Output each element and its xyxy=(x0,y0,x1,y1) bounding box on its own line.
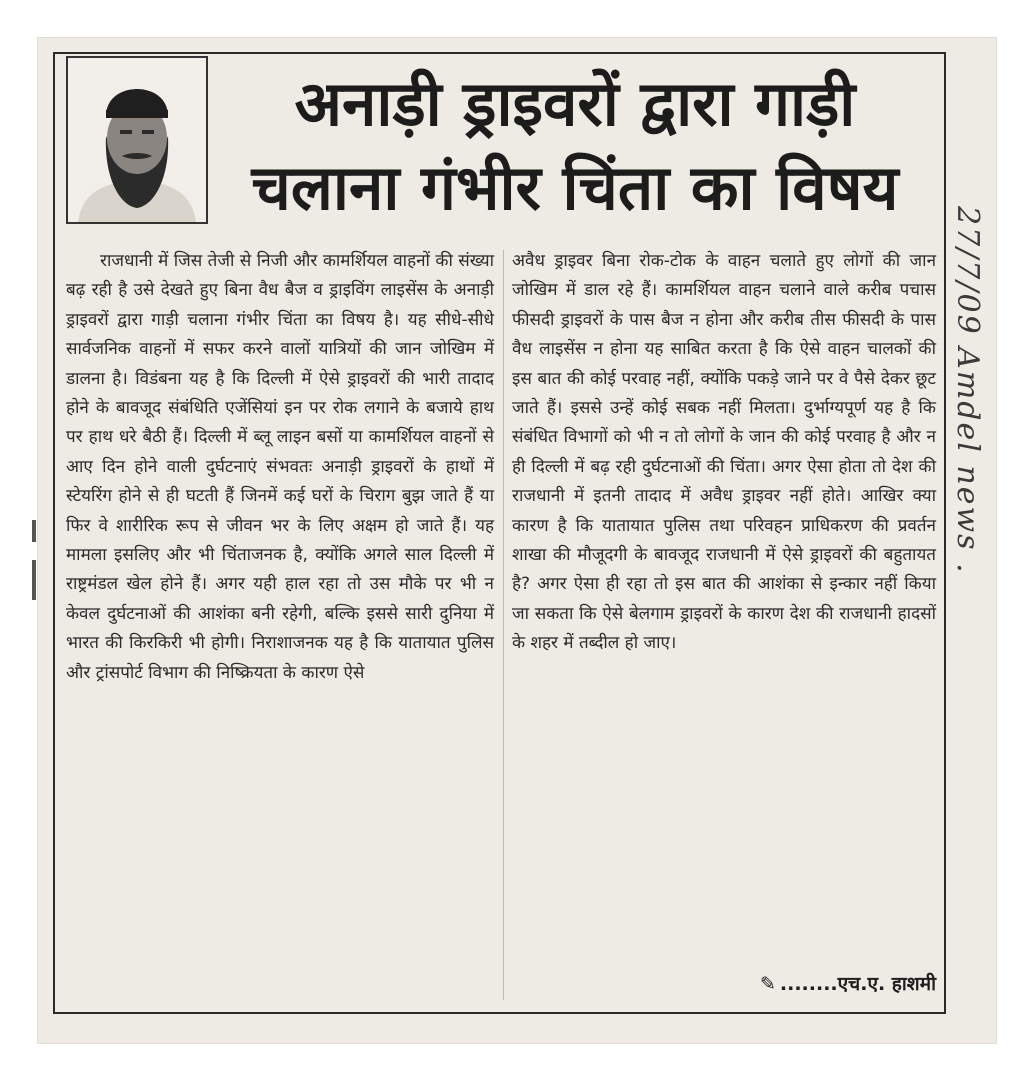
column-divider xyxy=(503,250,504,1000)
edge-mark xyxy=(32,520,36,542)
headline-line-1: अनाड़ी ड्राइवरों द्वारा गाड़ी xyxy=(294,67,856,140)
pen-icon: ✎ xyxy=(759,973,776,995)
author-photo-icon xyxy=(68,58,206,222)
article-right-column: अवैध ड्राइवर बिना रोक-टोक के वाहन चलाते हुए लोगों की जान जोखिम में डाल रहे हैं। कामर्शियल वाहन चलाने वाले करीब पचास फीसदी ड्राइवरों के पास बैज न होना और करीब तीस फीसदी के पास वैध लाइसेंस न होना यह साबित करता है कि ऐसे वाहन चालकों की इस बात की कोई परवाह नहीं, क्योंकि पकड़े जाने पर वे पैसे देकर छूट जाते हैं। इससे उन्हें कोई सबक नहीं मिलता। दुर्भाग्यपूर्ण यह है कि संबंधित विभागों को भी न तो लोगों के जान की कोई परवाह है और न ही दिल्ली में बढ़ रही दुर्घटनाओं की चिंता। अगर ऐसा होता तो देश की राजधानी में इतनी तादाद में अवैध ड्राइवर नहीं होते। आखिर क्या कारण है कि यातायात पुलिस तथा परिवहन प्राधिकरण की प्रवर्तन शाखा की मौजूदगी के बावजूद राजधानी में ऐसे ड्राइवरों की बहुतायत है? अगर ऐसा ही रहा तो इस बात की आशंका से इन्कार नहीं किया जा सकता कि ऐसे बेलगाम ड्राइवरों के कारण देश की राजधानी हादसों के शहर में तब्दील हो जाए। xyxy=(512,251,936,654)
headline xyxy=(214,62,936,230)
byline xyxy=(660,970,936,996)
handwritten-note: 27/7/09 Amdel news . xyxy=(950,206,985,575)
headline-line-2: चलाना गंभीर चिंता का विषय xyxy=(251,151,899,224)
article-left-column: राजधानी में जिस तेजी से निजी और कामर्शियल वाहनों की संख्या बढ़ रही है उसे देखते हुए बिना वैध बैज व ड्राइविंग लाइसेंस के अनाड़ी ड्राइवरों द्वारा गाड़ी चलाना गंभीर चिंता का विषय है। यह सीधे-सीधे सार्वजनिक वाहनों में सफर करने वालों यात्रियों की जान जोखिम में डालना है। विडंबना यह है कि दिल्ली में ऐसे ड्राइवरों की भारी तादाद होने के बावजूद संबंधिति एजेंसियां इन पर रोक लगाने के बजाये हाथ पर हाथ धरे बैठी हैं। दिल्ली में ब्लू लाइन बसों या कामर्शियल वाहनों से आए दिन होने वाली दुर्घटनाएं संभवतः अनाड़ी ड्राइवरों के हाथों में स्टेयरिंग होने से ही घटती हैं जिनमें कई घरों के चिराग बुझ जाते हैं या फिर वे शारीरिक रूप से जीवन भर के लिए अक्षम हो जाते हैं। यह मामला इसलिए और भी चिंताजनक है, क्योंकि अगले साल दिल्ली में राष्ट्रमंडल खेल होने हैं। अगर यही हाल रहा तो उस मौके पर भी न केवल दुर्घटनाओं की आशंका बनी रहेगी, बल्कि इससे सारी दुनिया में भारत की किरकिरी भी होगी। निराशाजनक यह है कि यातायात पुलिस और ट्रांसपोर्ट विभाग की निष्क्रियता के कारण ऐसे xyxy=(66,251,494,683)
byline-text: ........एच.ए. हाशमी xyxy=(779,973,936,995)
edge-mark xyxy=(32,560,36,600)
author-photo xyxy=(66,56,208,224)
